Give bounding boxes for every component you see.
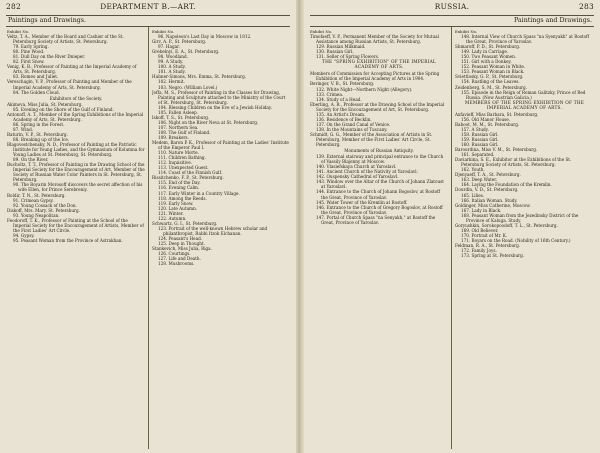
exhibit-item: 155. Episode in the Reign of Roman Galitzky, Prince of Red Russia. (Now Austrian Galicia.) — [461, 89, 586, 100]
exhibitor-name: Girv, A. P., St. Petersburg. — [152, 39, 207, 45]
exhibit-item: 79. Early Spring. — [13, 44, 49, 50]
exhibitor-name: Dourdin, V. D., St. Petersburg. — [455, 187, 519, 193]
exhibitor-name: Djenyaeff, T. A., St. Petersburg. — [455, 172, 521, 178]
exhibit-item: 102. Hermit. — [158, 79, 185, 85]
exhibit-item: 95. Peasant Woman from the Province of Astrakhan. — [13, 237, 123, 243]
exhibit-item: 173. Spring at St. Petersburg. — [461, 253, 525, 259]
exhibit-item: 164. Laying the Foundation of the Kremlin. — [461, 182, 552, 188]
exhibitor-name: Stankevich, Miss Julia, Riga. — [152, 246, 212, 252]
exhibit-item: 130. Russian Girl. — [316, 49, 354, 55]
exhibit-item: 100. A Study. — [158, 64, 186, 70]
exhibit-item: 123. Portrait of the well-known Hebrew scholar and philanthropist, Rabbi Itzok Elchanan. — [158, 225, 268, 236]
exhibit-item: 81. Dull Day on the River Dnieper. — [13, 54, 86, 60]
exhibit-item: 144. Entrance to the Church of Johann Bogoslov, at Rostoff the Great, Province of Yaroslav. — [316, 189, 441, 200]
exhibit-item: 151. Girl with a Donkey. — [461, 59, 512, 65]
exhibitor-name: Grebelnyi, E. A., St. Petersburg. — [152, 49, 220, 55]
exhibit-item: 142. Ouspensky Cathedral of Yaroslavl. — [316, 174, 399, 180]
exhibitor-name: Hubner-Simons, Mrs. Emma, St. Petersburg. — [152, 74, 247, 80]
exhibit-item: 147. Portal of Church Spass "na Senyakh," at Rostoff the Great, Province of Yaroslav. — [316, 214, 436, 225]
column-rule — [148, 27, 149, 449]
exhibit-item: 138. In the Mountains of Tuscany. — [316, 126, 388, 132]
exhibitor-name: Akimova, Miss Julia, St. Petersburg. — [7, 101, 83, 107]
entry-list — [310, 34, 448, 225]
exhibit-item: 154. Rustling of the Leaves. — [461, 79, 520, 85]
exhibitor-name: Timofaeff, V. P., Permanent Member of the Society for Mutual Assistance among Russian Artists, St. Petersburg. — [310, 34, 439, 45]
exhibitor-name: Diskoff, Mrs. Mary, St. Petersburg. — [7, 207, 80, 213]
exhibitor-name: Schwartz, G. I., St. Petersburg. — [152, 220, 218, 226]
running-title: DEPARTMENT B.—ART. — [100, 2, 196, 11]
exhibitor-name: Blagovestchensky, N. D., Professor of Painting at the Patriotic Institute for Young Ladies, and the Gymnasium of Kolumna for Young Ladies at St. Petersburg, St. Petersburg. — [7, 142, 145, 158]
exhibit-item: 166. Italian Woman. Study. — [461, 197, 518, 203]
exhibitor-name: Zeidenberg, S. M., St. Petersburg. — [455, 84, 527, 90]
exhibit-item: 160. Russian Girl. — [461, 142, 499, 148]
exhibitor-name: Boldir, T. N., St. Petersburg. — [7, 192, 66, 198]
exhibit-item: 134. Study of a Head. — [316, 96, 362, 102]
page-number: 282 — [6, 2, 22, 11]
exhibit-item: 127. Life and Death. — [158, 256, 201, 262]
exhibitor-name: Daviarkina, S. E., Exhibitor at the Exhibitions of the St. Petersburg Society of Artists, St. Petersburg. — [455, 157, 572, 168]
right-page-column-1 — [310, 29, 448, 451]
column-header: Exhibit No. — [310, 29, 333, 34]
section-bar — [310, 15, 594, 27]
exhibit-item: 141. Ancient Church of the Nativity at Yaroslavl. — [316, 169, 418, 175]
exhibit-item: 140. Vlasiefskaya Church at Yaroslavl. — [316, 164, 397, 170]
exhibit-item: 122. Autumn. — [158, 215, 187, 221]
exhibit-item: 129. Russian Milkmaid. — [316, 44, 366, 50]
exhibitor-name: Medem, Baron P. K., Professor of Painting at the Ladies' Institute of the Emperor Paul I. — [152, 140, 289, 151]
exhibit-item: 107. Northern Sea. — [158, 124, 199, 130]
exhibit-item: 170. Portrait of Mr. K. — [461, 232, 508, 238]
exhibit-item: 171. Boyars on the Road. (Nobility of 16th Century.) — [461, 237, 571, 243]
exhibit-item: 90. The Boyarin Morosoff discovers the secret affection of his wife Ellen, for Prince Serebreniy. — [13, 182, 143, 193]
exhibitor-name: Joffa, M. S., Professor of Painting in the Classes for Drawing, Painting and Sculpture attached to the Ministry of the Court of St. Petersburg, St. Petersburg. — [152, 89, 286, 105]
exhibitor-name: Bucholtz, T. T., Professor of Painting in the Drawing School of the Imperial Society for the Encouragement of Art, Member of the Society of Russian Water Color Painters in St. Petersburg, St. Petersburg. — [7, 162, 145, 183]
exhibitor-name: Axfavieff, Miss Barbara, St. Petersburg. — [455, 111, 539, 117]
exhibitor-name: Antonoff, A. T., Member of the Spring Exhibitions of the Imperial Academy of Arts, St. Petersburg. — [7, 111, 144, 122]
exhibit-item: 162. Youth. — [461, 167, 485, 173]
exhibit-item: 169. Old Believer. — [461, 227, 499, 233]
exhibitor-name: Baboot, M. M., St. Petersburg. — [455, 121, 520, 127]
exhibit-item: 156. Old Manor House. — [461, 116, 511, 122]
exhibit-item: 167. Lady in Black. — [461, 207, 502, 213]
column-rule — [451, 27, 452, 449]
exhibit-item: 146. Entrance to the Church of Gregory Bogoslov, at Rostoff the Great, Province of Yaroslav. — [316, 204, 443, 215]
exhibit-item: 106. Night on the River Neva at St. Petersburg. — [158, 119, 259, 125]
exhibit-item: 121. Winter. — [158, 210, 184, 216]
subsection-heading: Exhibitors of the Society. — [49, 95, 103, 101]
exhibit-item: 148. Internal View of Church Spass "na Syenyakh" at Rostoff the Great, Province of Yaroslav. — [461, 34, 590, 45]
exhibit-item: 80. Pine Wood. — [13, 49, 45, 55]
exhibit-item: 135. An Artist's Dream. — [316, 111, 366, 117]
left-page-column-1 — [7, 29, 145, 451]
exhibit-item: 149. Lady in Carriage. — [461, 49, 509, 55]
exhibitor-name: Eberling, A. R., Professor at the Drawing School of the Imperial Society for the Encouragement of Art, St. Petersburg. — [310, 101, 445, 112]
exhibit-item: 120. Late Autumn. — [158, 205, 198, 211]
entry-list — [455, 34, 594, 258]
exhibit-item: 85. Evening on the Shore of the Gulf of Finland. — [13, 106, 114, 112]
exhibit-item: 163. Deep Water. — [461, 177, 498, 183]
running-head — [310, 2, 594, 16]
exhibit-item: 125. Deep in Thought. — [158, 240, 205, 246]
exhibit-item: 112. Inquisitive. — [158, 160, 193, 166]
exhibit-item: 91. Crimean Gypsy. — [13, 197, 54, 203]
exhibit-item: 113. Unexpected Guest. — [158, 165, 209, 171]
running-title: RUSSIA. — [434, 2, 470, 11]
exhibitor-name: Iskoff, T. S., St. Petersburg. — [152, 114, 210, 120]
section-title: Paintings and Drawings. — [513, 17, 592, 24]
exhibit-item: 96. Napoleon's Last Day in Moscow in 1812. — [158, 34, 252, 40]
right-page-column-2 — [455, 29, 594, 451]
entry-list — [152, 34, 290, 266]
column-header: Exhibit No. — [152, 29, 175, 34]
exhibit-item: 87. Wind. — [13, 126, 34, 132]
exhibit-item: 128. Mushrooms. — [158, 261, 195, 267]
exhibit-item: 84. The Golden Cloud. — [13, 89, 60, 95]
exhibitor-name: Barourdina, Miss V. M., St. Petersburg. — [455, 147, 538, 153]
exhibit-item: 117. Early Winter in a Country Village. — [158, 190, 240, 196]
exhibit-item: 118. Among the Reeds. — [158, 195, 207, 201]
exhibit-item: 172. Family Joys. — [461, 248, 497, 254]
exhibit-item: 88. Breaking up of the Ice. — [13, 136, 70, 142]
exhibit-item: 168. Peasant Woman from the Jezedinsky District of the Province of Kaluga. Study. — [461, 212, 579, 223]
exhibit-item: 109. Breakers. — [158, 134, 189, 140]
exhibitor-name: Members of Commission for Accepting Pictures at the Spring Exhibition of the Imperial Academy of Arts in 1904. — [310, 71, 440, 82]
exhibit-item: 165. Lilies. — [461, 192, 485, 198]
exhibitor-name: Venig, K. B., Professor of Painting at the Imperial Academy of Arts, St. Petersburg. — [7, 64, 137, 75]
exhibit-item: 143. Window over the Altar of the Church of Johann Zlatoust at Yaroslavl. — [316, 179, 444, 190]
exhibit-item: 108. The Gulf of Finland. — [158, 129, 211, 135]
left-page-column-2 — [152, 29, 290, 451]
exhibit-item: 139. External stairway and principal entrance to the Church of Vassily Blajenny at Moscow. — [316, 154, 444, 165]
exhibit-item: 116. Evening Calm. — [158, 185, 200, 191]
exhibit-item: 98. Woodland. — [158, 54, 188, 60]
exhibit-item: 150. Two Peasant Women. — [461, 54, 517, 60]
exhibit-item: 110. Nature Morte. — [158, 150, 199, 156]
section-title: Paintings and Drawings. — [8, 17, 87, 24]
exhibit-item: 115. End of the Day. — [158, 180, 201, 186]
exhibit-item: 124. Peasant's Head. — [158, 235, 203, 241]
exhibitor-name: Veltz, T. A., Member of the Board and Cashier of the St. Petersburg Society of Artists, St. Petersburg. — [7, 34, 124, 45]
exhibitor-name: Shmaroff, P. D., St. Petersburg. — [455, 44, 521, 50]
exhibit-item: 132. White Night—Northern Night (Allegory). — [316, 86, 413, 92]
exhibit-item: 136. Residence of Becklin. — [316, 116, 372, 122]
exhibit-item: 104. Blessing Children on the Eve of a Jewish Holiday. — [158, 104, 272, 110]
exhibit-item: 83. Romeo and Juliet. — [13, 74, 59, 80]
left-page — [0, 0, 296, 453]
exhibit-item: 137. On the Grand Canal of Venice. — [316, 121, 391, 127]
exhibit-item: 99. A Study. — [158, 59, 184, 65]
exhibitor-name: Goryushkin, Sorokopoodoff, T. L., St. Petersburg. — [455, 222, 558, 228]
section-caption: THE "SPRING EXHIBITION" OF THE IMPERIAL ACADEMY OF ARTS. — [322, 60, 436, 71]
exhibitor-name: Baturin, V. P., St. Petersburg. — [7, 131, 68, 137]
exhibit-item: 86. Spring in the Forest. — [13, 121, 65, 127]
exhibit-item: 158. Russian Girl. — [461, 131, 499, 137]
exhibitor-name: Rissitchenko, F. P., St. Petersburg. — [152, 175, 224, 181]
exhibit-item: 93. Young Neapolitan. — [13, 212, 60, 218]
exhibit-item: 119. Early Snow. — [158, 200, 194, 206]
exhibit-item: 159. Russian Girl. — [461, 136, 499, 142]
exhibitor-name: Schmidt, G. G., Member of the Association of Artists in St. Petersburg, Member of the First Ladies' Art Circle, St. Petersburg. — [310, 131, 433, 148]
column-header: Exhibit No. — [455, 29, 478, 34]
exhibit-item: 114. Coast of the Finnish Gulf. — [158, 170, 223, 176]
exhibit-item: 89. On the River. — [13, 157, 49, 163]
exhibit-item: 101. A Study. — [158, 69, 186, 75]
exhibitor-name: Goldinger, Miss Catherine, Moscow. — [455, 202, 531, 208]
exhibit-item: 103. Negro. (William Lovel.) — [158, 84, 218, 90]
entry-list — [7, 34, 145, 243]
exhibit-item: 97. Hagar. — [158, 44, 180, 50]
exhibit-item: 153. Peasant Woman in Black. — [461, 69, 525, 75]
section-bar — [6, 15, 290, 27]
column-header: Exhibit No. — [7, 29, 30, 34]
exhibitor-name: Beringer, V. B., St. Petersburg. — [310, 81, 375, 87]
section-caption: MEMBERS OF THE SPRING EXHIBITION OF THE IMPERIAL ACADEMY OF ARTS. — [464, 100, 585, 111]
exhibit-item: 145. Water Tower of the Kremlin at Rostoff. — [316, 199, 408, 205]
exhibit-item: 126. Courtings. — [158, 251, 191, 257]
exhibitor-name: Feldman, R. A., St. Petersburg. — [455, 242, 521, 248]
exhibit-item: 82. First Snow. — [13, 59, 45, 65]
book-gutter — [296, 0, 304, 453]
exhibit-item: 111. Children Bathing. — [158, 155, 206, 161]
exhibit-item: 133. Crimea. — [316, 91, 344, 97]
exhibit-item: 152. Peasant Woman in White. — [461, 64, 526, 70]
right-page — [304, 0, 600, 453]
exhibit-item: 92. Young Cossack of the Don. — [13, 202, 77, 208]
exhibit-item: 131. Seller of Spring Flowers. — [316, 54, 380, 60]
running-head — [6, 2, 290, 16]
exhibitor-name: Vereschagin, V. P., Professor of Painting and Member of the Imperial Academy of Arts, St. Petersburg. — [7, 79, 132, 90]
exhibit-item: 105. Fallen Asleep. — [158, 109, 198, 115]
subsection-heading: Monuments of Russian Antiquity. — [344, 148, 414, 154]
exhibitor-name: Feodoroff, T. K., Professor of Painting at the School of the Imperial Society for the Encouragement of Artists, Member of the First Ladies' Art Circle. — [7, 217, 144, 233]
exhibit-item: 161. Separated. — [461, 152, 495, 158]
page-number: 283 — [578, 2, 594, 11]
exhibitor-name: Sviettlosky, G. P., St. Petersburg. — [455, 74, 524, 80]
exhibit-item: 94. Gypsy. — [13, 232, 35, 238]
exhibit-item: 157. A Study. — [461, 126, 489, 132]
